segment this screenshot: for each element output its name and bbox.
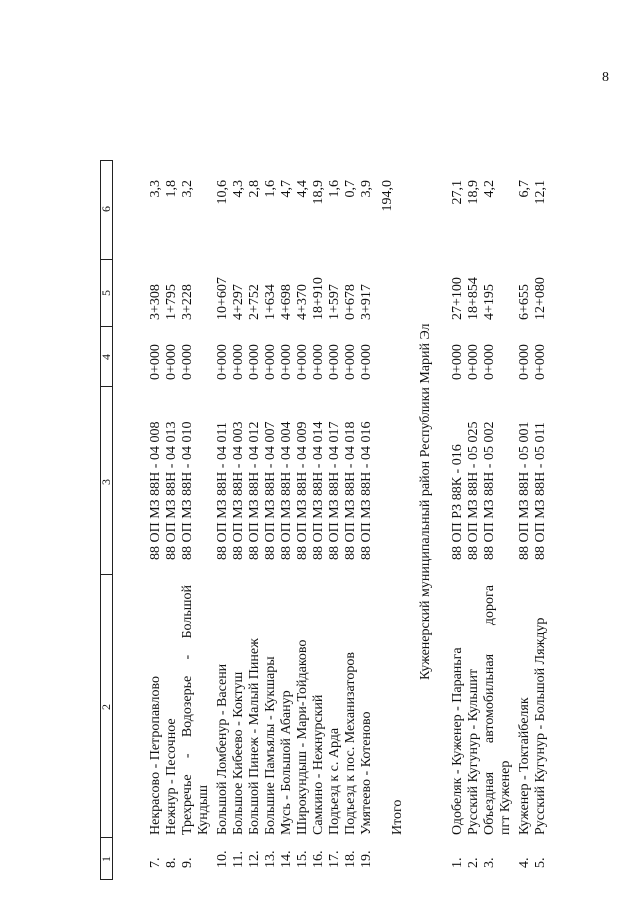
start-km: 0+000 bbox=[295, 344, 310, 380]
length-km: 4,7 bbox=[279, 180, 294, 198]
table-row bbox=[466, 160, 482, 880]
road-name: Некрасово - Петропавлово bbox=[148, 676, 163, 835]
row-number: 17. bbox=[327, 850, 342, 868]
row-number: 7. bbox=[148, 857, 163, 868]
word: Водозерье bbox=[180, 675, 195, 738]
end-km: 1+795 bbox=[164, 284, 179, 320]
road-name-continuation: пгт Куженер bbox=[498, 760, 513, 835]
word: автомобильная bbox=[482, 653, 497, 744]
start-km: 0+000 bbox=[148, 344, 163, 380]
start-km: 0+000 bbox=[343, 344, 358, 380]
length-km: 6,7 bbox=[517, 180, 532, 198]
road-code: 88 ОП МЗ 88Н - 04 016 bbox=[359, 421, 374, 560]
start-km: 0+000 bbox=[263, 344, 278, 380]
end-km: 1+597 bbox=[327, 284, 342, 320]
row-number: 9. bbox=[180, 857, 195, 868]
road-code: 88 ОП МЗ 88Н - 05 011 bbox=[533, 422, 548, 560]
table-top-rule bbox=[100, 160, 101, 880]
row-number: 5. bbox=[533, 857, 548, 868]
col-divider bbox=[100, 259, 112, 260]
col-divider bbox=[100, 574, 112, 575]
table-row-continuation bbox=[498, 160, 514, 880]
end-km: 3+917 bbox=[359, 284, 374, 320]
col-header-4: 4 bbox=[99, 354, 113, 360]
road-code: 88 ОП МЗ 88Н - 04 010 bbox=[180, 421, 195, 560]
road-code: 88 ОП МЗ 88Н - 04 003 bbox=[231, 421, 246, 560]
road-name: Большой Пинеж - Малый Пинеж bbox=[247, 638, 262, 835]
table-row bbox=[164, 160, 180, 880]
end-km: 18+910 bbox=[311, 277, 326, 320]
end-km: 6+655 bbox=[517, 284, 532, 320]
total-value: 194,0 bbox=[380, 180, 395, 212]
road-name-continuation: Кундыш bbox=[196, 784, 211, 835]
road-code: 88 ОП МЗ 88Н - 04 013 bbox=[164, 421, 179, 560]
road-name: Куженер - Токтайбеляк bbox=[517, 697, 532, 835]
length-km: 4,2 bbox=[482, 180, 497, 198]
road-code: 88 ОП МЗ 88Н - 04 011 bbox=[215, 422, 230, 560]
row-number: 16. bbox=[311, 850, 326, 868]
end-km: 2+752 bbox=[247, 284, 262, 320]
page-number: 8 bbox=[602, 70, 609, 85]
start-km: 0+000 bbox=[164, 344, 179, 380]
word: Трехречье bbox=[180, 774, 195, 835]
row-number: 4. bbox=[517, 857, 532, 868]
col-divider bbox=[100, 837, 112, 838]
start-km: 0+000 bbox=[482, 344, 497, 380]
length-km: 2,8 bbox=[247, 180, 262, 198]
length-km: 10,6 bbox=[215, 180, 230, 205]
start-km: 0+000 bbox=[247, 344, 262, 380]
row-number: 10. bbox=[215, 850, 230, 868]
table-row-continuation bbox=[196, 160, 212, 880]
table-row bbox=[295, 160, 311, 880]
start-km: 0+000 bbox=[466, 344, 481, 380]
table-row bbox=[533, 160, 549, 880]
length-km: 1,6 bbox=[327, 180, 342, 198]
col-divider bbox=[100, 879, 112, 880]
col-header-3: 3 bbox=[99, 479, 113, 485]
table-row bbox=[343, 160, 359, 880]
length-km: 3,3 bbox=[148, 180, 163, 198]
road-code: 88 ОП МЗ 88Н - 04 004 bbox=[279, 421, 294, 560]
road-name: Подъезд к пос. Механизаторов bbox=[343, 652, 358, 835]
section-heading: Куженерский муниципальный район Республики Марий Эл bbox=[418, 323, 433, 680]
end-km: 4+370 bbox=[295, 284, 310, 320]
length-km: 3,2 bbox=[180, 180, 195, 198]
end-km: 1+634 bbox=[263, 284, 278, 320]
end-km: 4+195 bbox=[482, 284, 497, 320]
table-row bbox=[279, 160, 295, 880]
road-code: 88 ОП РЗ 88К - 016 bbox=[450, 444, 465, 560]
start-km: 0+000 bbox=[180, 344, 195, 380]
road-name: Большое Кибеево - Коктуш bbox=[231, 671, 246, 835]
start-km: 0+000 bbox=[533, 344, 548, 380]
road-name: Самкино - Нежнурский bbox=[311, 694, 326, 835]
row-number: 13. bbox=[263, 850, 278, 868]
word: Объездная bbox=[482, 771, 497, 835]
end-km: 4+698 bbox=[279, 284, 294, 320]
road-code: 88 ОП МЗ 88Н - 04 014 bbox=[311, 421, 326, 560]
start-km: 0+000 bbox=[231, 344, 246, 380]
length-km: 18,9 bbox=[311, 180, 326, 205]
row-number: 19. bbox=[359, 850, 374, 868]
col-divider bbox=[100, 160, 112, 161]
word: - bbox=[180, 654, 195, 660]
road-name: Широкундыш - Мари-Тойдаково bbox=[295, 639, 310, 835]
col-divider bbox=[100, 326, 112, 327]
length-km: 3,9 bbox=[359, 180, 374, 198]
rotated-table bbox=[99, 160, 548, 880]
end-km: 27+100 bbox=[450, 277, 465, 320]
end-km: 3+228 bbox=[180, 284, 195, 320]
end-km: 3+308 bbox=[148, 284, 163, 320]
word: дорога bbox=[482, 585, 497, 626]
road-code: 88 ОП МЗ 88Н - 05 001 bbox=[517, 421, 532, 560]
word: - bbox=[180, 753, 195, 759]
col-divider bbox=[100, 386, 112, 387]
table-row bbox=[311, 160, 327, 880]
road-name bbox=[482, 585, 498, 835]
road-code: 88 ОП МЗ 88Н - 04 012 bbox=[247, 421, 262, 560]
row-number: 11. bbox=[231, 851, 246, 868]
length-km: 27,1 bbox=[450, 180, 465, 205]
col-header-5: 5 bbox=[99, 290, 113, 296]
road-name: Мусь - Большой Абанур bbox=[279, 690, 294, 835]
row-number: 2. bbox=[466, 857, 481, 868]
table-row bbox=[359, 160, 375, 880]
length-km: 0,7 bbox=[343, 180, 358, 198]
table-row bbox=[215, 160, 231, 880]
start-km: 0+000 bbox=[327, 344, 342, 380]
road-code: 88 ОП МЗ 88Н - 04 007 bbox=[263, 421, 278, 560]
road-code: 88 ОП МЗ 88Н - 04 008 bbox=[148, 421, 163, 560]
table-row bbox=[148, 160, 164, 880]
length-km: 1,6 bbox=[263, 180, 278, 198]
table-row bbox=[327, 160, 343, 880]
length-km: 4,4 bbox=[295, 180, 310, 198]
road-name: Одобеляк - Куженер - Параньга bbox=[450, 647, 465, 835]
length-km: 1,8 bbox=[164, 180, 179, 198]
end-km: 18+854 bbox=[466, 277, 481, 320]
word: Большой bbox=[180, 585, 195, 639]
road-name: Большой Ломбенур - Васени bbox=[215, 663, 230, 835]
road-code: 88 ОП МЗ 88Н - 04 018 bbox=[343, 421, 358, 560]
road-name: Подъезд к с. Арда bbox=[327, 727, 342, 835]
row-number: 8. bbox=[164, 857, 179, 868]
road-name: Русский Кугунур - Большой Ляждур bbox=[533, 617, 548, 835]
length-km: 12,1 bbox=[533, 180, 548, 205]
road-code: 88 ОП МЗ 88Н - 04 009 bbox=[295, 421, 310, 560]
road-name: Умятеево - Котеново bbox=[359, 711, 374, 835]
end-km: 0+678 bbox=[343, 284, 358, 320]
table-row bbox=[482, 160, 498, 880]
start-km: 0+000 bbox=[450, 344, 465, 380]
end-km: 10+607 bbox=[215, 277, 230, 320]
road-code: 88 ОП МЗ 88Н - 05 025 bbox=[466, 421, 481, 560]
row-number: 14. bbox=[279, 850, 294, 868]
end-km: 4+297 bbox=[231, 284, 246, 320]
row-number: 12. bbox=[247, 850, 262, 868]
table-row bbox=[231, 160, 247, 880]
start-km: 0+000 bbox=[215, 344, 230, 380]
col-header-1: 1 bbox=[99, 856, 113, 862]
end-km: 12+080 bbox=[533, 277, 548, 320]
table-header-rule bbox=[112, 160, 113, 880]
table-row bbox=[180, 160, 196, 880]
road-name: Русский Кугунур - Кульшит bbox=[466, 668, 481, 835]
start-km: 0+000 bbox=[359, 344, 374, 380]
road-name: Нежнур - Песочное bbox=[164, 718, 179, 835]
start-km: 0+000 bbox=[517, 344, 532, 380]
length-km: 4,3 bbox=[231, 180, 246, 198]
road-code: 88 ОП МЗ 88Н - 04 017 bbox=[327, 421, 342, 560]
table-row bbox=[450, 160, 466, 880]
row-number: 18. bbox=[343, 850, 358, 868]
col-header-6: 6 bbox=[99, 206, 113, 212]
row-number: 1. bbox=[450, 857, 465, 868]
road-code: 88 ОП МЗ 88Н - 05 002 bbox=[482, 421, 497, 560]
col-header-2: 2 bbox=[99, 704, 113, 710]
length-km: 18,9 bbox=[466, 180, 481, 205]
row-number: 3. bbox=[482, 857, 497, 868]
road-name bbox=[180, 585, 196, 835]
total-value-row bbox=[380, 160, 396, 880]
start-km: 0+000 bbox=[279, 344, 294, 380]
start-km: 0+000 bbox=[311, 344, 326, 380]
table-row bbox=[247, 160, 263, 880]
table-row bbox=[517, 160, 533, 880]
row-number: 15. bbox=[295, 850, 310, 868]
total-label: Итого bbox=[390, 799, 405, 835]
table-row bbox=[263, 160, 279, 880]
road-name: Большие Памъялы - Кукшары bbox=[263, 656, 278, 835]
